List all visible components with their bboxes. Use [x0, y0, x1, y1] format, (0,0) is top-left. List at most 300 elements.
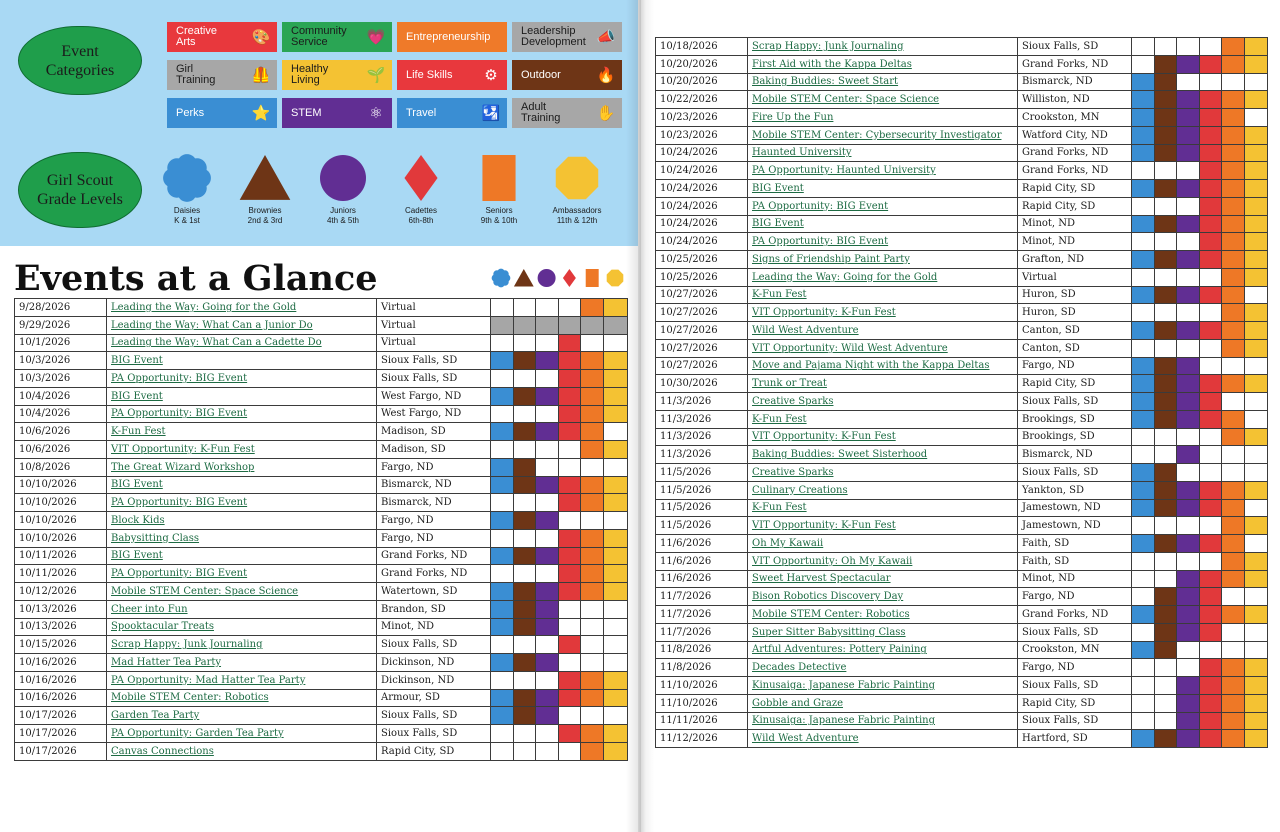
event-link[interactable]: Wild West Adventure — [748, 322, 1018, 340]
grade-swatch — [1177, 499, 1200, 517]
grade-swatch — [1200, 535, 1222, 553]
event-link[interactable]: Decades Detective — [748, 659, 1018, 677]
event-link[interactable]: PA Opportunity: BIG Event — [748, 197, 1018, 215]
event-location: Dickinson, ND — [377, 671, 491, 689]
event-link[interactable]: VIT Opportunity: Wild West Adventure — [748, 339, 1018, 357]
table-row — [656, 251, 1268, 269]
grade-swatch — [581, 458, 604, 476]
grade-range: 2nd & 3rd — [247, 216, 283, 225]
event-location: Bismarck, ND — [377, 476, 491, 494]
event-date: 10/4/2026 — [15, 405, 107, 423]
grade-swatch — [1132, 126, 1155, 144]
grade-swatch — [514, 742, 536, 760]
event-link[interactable]: Sweet Harvest Spectacular — [748, 570, 1018, 588]
grade-swatch — [1132, 38, 1155, 56]
event-link[interactable]: Garden Tea Party — [107, 707, 377, 725]
grade-swatch — [1132, 162, 1155, 180]
event-date: 10/8/2026 — [15, 458, 107, 476]
grade-swatch — [1245, 268, 1268, 286]
grade-swatch — [1155, 552, 1177, 570]
grade-swatch — [604, 600, 628, 618]
event-location: Brandon, SD — [377, 600, 491, 618]
event-link[interactable]: Babysitting Class — [107, 529, 377, 547]
grade-swatch — [1222, 55, 1245, 73]
grade-swatch — [1132, 268, 1155, 286]
table-row — [15, 441, 628, 459]
grade-swatch — [514, 299, 536, 317]
grade-swatch — [1245, 339, 1268, 357]
event-link[interactable]: Artful Adventures: Pottery Paining — [748, 641, 1018, 659]
grade-swatch — [1200, 694, 1222, 712]
grade-diamond-icon — [391, 151, 451, 205]
grade-swatch — [491, 689, 514, 707]
event-date: 11/5/2026 — [656, 517, 748, 535]
event-link[interactable]: Signs of Friendship Paint Party — [748, 251, 1018, 269]
grade-swatch — [559, 316, 581, 334]
event-link[interactable]: Block Kids — [107, 512, 377, 530]
grade-swatch — [1177, 588, 1200, 606]
event-link[interactable]: K-Fun Fest — [748, 499, 1018, 517]
event-link[interactable]: Canvas Connections — [107, 742, 377, 760]
grade-swatch — [559, 423, 581, 441]
table-row — [15, 512, 628, 530]
grade-swatch — [1155, 55, 1177, 73]
event-location: Madison, SD — [377, 423, 491, 441]
event-link[interactable]: Cheer into Fun — [107, 600, 377, 618]
grade-swatch — [1200, 481, 1222, 499]
event-link[interactable]: Leading the Way: Going for the Gold — [107, 299, 377, 317]
event-date: 10/3/2026 — [15, 352, 107, 370]
grade-swatch — [1155, 517, 1177, 535]
event-date: 9/29/2026 — [15, 316, 107, 334]
grade-swatch — [1200, 144, 1222, 162]
grade-swatch — [514, 725, 536, 743]
grade-swatch — [1132, 481, 1155, 499]
grade-swatch — [1177, 126, 1200, 144]
event-date: 10/30/2026 — [656, 375, 748, 393]
grade-swatch — [1155, 641, 1177, 659]
table-row — [656, 38, 1268, 56]
grade-swatch — [1155, 464, 1177, 482]
grade-swatch — [1177, 286, 1200, 304]
grade-swatch — [559, 387, 581, 405]
event-link[interactable]: Wild West Adventure — [748, 730, 1018, 748]
raised-hand-icon: ✋ — [596, 103, 616, 122]
grade-swatch — [1245, 144, 1268, 162]
event-link[interactable]: Kinusaiga: Japanese Fabric Painting — [748, 712, 1018, 730]
grade-swatch — [1200, 126, 1222, 144]
table-row — [656, 126, 1268, 144]
event-link[interactable]: PA Opportunity: Haunted University — [748, 162, 1018, 180]
grade-swatch — [604, 316, 628, 334]
grade-swatch — [559, 405, 581, 423]
event-location: Virtual — [377, 299, 491, 317]
event-date: 10/11/2026 — [15, 547, 107, 565]
event-date: 10/27/2026 — [656, 357, 748, 375]
grade-swatch — [604, 636, 628, 654]
grade-swatch — [581, 512, 604, 530]
event-link[interactable]: Mobile STEM Center: Robotics — [107, 689, 377, 707]
table-row — [15, 299, 628, 317]
grade-swatch — [1245, 606, 1268, 624]
event-link[interactable]: Trunk or Treat — [748, 375, 1018, 393]
event-link[interactable]: Leading the Way: Going for the Gold — [748, 268, 1018, 286]
grade-swatch — [1132, 180, 1155, 198]
grade-swatch — [1132, 55, 1155, 73]
event-location: Watford City, ND — [1018, 126, 1132, 144]
table-row — [656, 517, 1268, 535]
table-row — [15, 725, 628, 743]
grade-swatch — [1200, 410, 1222, 428]
event-link[interactable]: Creative Sparks — [748, 464, 1018, 482]
table-row — [15, 387, 628, 405]
grade-swatch — [536, 583, 559, 601]
vest-icon: 🦺 — [251, 65, 271, 84]
table-row — [656, 55, 1268, 73]
grade-swatch — [1245, 322, 1268, 340]
grade-swatch — [1177, 251, 1200, 269]
event-date: 10/27/2026 — [656, 304, 748, 322]
grade-swatch — [1222, 694, 1245, 712]
grade-swatch — [536, 547, 559, 565]
left-page — [0, 0, 638, 832]
grade-swatch — [559, 671, 581, 689]
grade-swatch — [1222, 428, 1245, 446]
grade-swatch — [1222, 38, 1245, 56]
grade-swatch — [491, 476, 514, 494]
event-date: 9/28/2026 — [15, 299, 107, 317]
grade-swatch — [1245, 641, 1268, 659]
event-link[interactable]: Haunted University — [748, 144, 1018, 162]
grade-swatch — [1200, 606, 1222, 624]
grade-swatch — [1155, 730, 1177, 748]
grade-swatch — [1245, 215, 1268, 233]
event-link[interactable]: BIG Event — [107, 387, 377, 405]
grade-swatch — [514, 618, 536, 636]
event-link[interactable]: BIG Event — [107, 352, 377, 370]
grade-range: 9th & 10th — [480, 216, 518, 225]
event-date: 11/6/2026 — [656, 570, 748, 588]
event-link[interactable]: BIG Event — [107, 476, 377, 494]
grade-swatch — [1245, 481, 1268, 499]
table-row — [15, 707, 628, 725]
table-row — [15, 316, 628, 334]
grade-swatch — [1222, 641, 1245, 659]
legend-rectangle-icon — [586, 269, 599, 287]
table-row — [15, 565, 628, 583]
grade-swatch — [1245, 464, 1268, 482]
page-title: Events at a Glance — [14, 258, 378, 299]
category-9 — [282, 98, 392, 128]
grade-swatch — [581, 618, 604, 636]
grade-swatch — [1177, 659, 1200, 677]
grade-swatch — [1222, 322, 1245, 340]
event-link[interactable]: VIT Opportunity: K-Fun Fest — [748, 304, 1018, 322]
grade-swatch — [1177, 428, 1200, 446]
grade-range: K & 1st — [174, 216, 200, 225]
event-link[interactable]: Mobile STEM Center: Space Science — [107, 583, 377, 601]
grade-swatch — [1200, 268, 1222, 286]
grade-swatch — [1132, 694, 1155, 712]
legend-diamond-icon — [563, 269, 576, 287]
event-link[interactable]: Mobile STEM Center: Cybersecurity Investigator — [748, 126, 1018, 144]
event-link[interactable]: Scrap Happy: Junk Journaling — [748, 38, 1018, 56]
table-row — [656, 730, 1268, 748]
grade-swatch — [514, 565, 536, 583]
event-location: Jamestown, ND — [1018, 517, 1132, 535]
event-link[interactable]: Spooktacular Treats — [107, 618, 377, 636]
table-row — [15, 583, 628, 601]
grade-swatch — [1200, 552, 1222, 570]
category-3 — [512, 22, 622, 52]
grade-swatch — [1222, 712, 1245, 730]
table-row — [656, 464, 1268, 482]
event-link[interactable]: The Great Wizard Workshop — [107, 458, 377, 476]
grade-swatch — [536, 405, 559, 423]
grade-swatch — [1222, 251, 1245, 269]
category-label: Leadership Development — [521, 25, 586, 48]
event-location: Jamestown, ND — [1018, 499, 1132, 517]
grade-swatch — [1245, 304, 1268, 322]
event-link[interactable]: VIT Opportunity: K-Fun Fest — [748, 517, 1018, 535]
grade-swatch — [1132, 712, 1155, 730]
event-date: 10/20/2026 — [656, 73, 748, 91]
event-link[interactable]: Kinusaiga: Japanese Fabric Painting — [748, 677, 1018, 695]
event-date: 10/6/2026 — [15, 441, 107, 459]
legend-octagon-icon — [607, 270, 624, 287]
event-link[interactable]: VIT Opportunity: Oh My Kawaii — [748, 552, 1018, 570]
event-link[interactable]: Move and Pajama Night with the Kappa Deltas — [748, 357, 1018, 375]
grade-swatch — [1155, 144, 1177, 162]
event-location: Sioux Falls, SD — [1018, 623, 1132, 641]
grade-swatch — [1155, 535, 1177, 553]
grade-swatch — [1245, 393, 1268, 411]
grade-swatch — [1132, 641, 1155, 659]
event-location: Crookston, MN — [1018, 641, 1132, 659]
grade-swatch — [604, 689, 628, 707]
event-link[interactable]: Fire Up the Fun — [748, 109, 1018, 127]
category-11 — [512, 98, 622, 128]
event-link[interactable]: VIT Opportunity: K-Fun Fest — [748, 428, 1018, 446]
grade-swatch — [1222, 464, 1245, 482]
grade-swatch — [514, 583, 536, 601]
grade-swatch — [1177, 481, 1200, 499]
grade-swatch — [1222, 393, 1245, 411]
event-location: Sioux Falls, SD — [1018, 677, 1132, 695]
grade-swatch — [536, 423, 559, 441]
table-row — [15, 476, 628, 494]
table-row — [656, 357, 1268, 375]
event-link[interactable]: First Aid with the Kappa Deltas — [748, 55, 1018, 73]
event-location: Yankton, SD — [1018, 481, 1132, 499]
grade-swatch — [514, 689, 536, 707]
grade-swatch — [491, 458, 514, 476]
event-date: 10/13/2026 — [15, 600, 107, 618]
table-row — [656, 304, 1268, 322]
event-location: Armour, SD — [377, 689, 491, 707]
grade-swatch — [604, 423, 628, 441]
grade-swatch — [536, 299, 559, 317]
grade-swatch — [1132, 499, 1155, 517]
event-link[interactable]: PA Opportunity: Mad Hatter Tea Party — [107, 671, 377, 689]
event-date: 11/3/2026 — [656, 410, 748, 428]
event-link[interactable]: Gobble and Graze — [748, 694, 1018, 712]
grade-swatch — [1222, 268, 1245, 286]
legend-panel — [0, 0, 638, 246]
event-date: 11/3/2026 — [656, 393, 748, 411]
grade-swatch — [1200, 677, 1222, 695]
grade-name: Daisies — [173, 206, 201, 215]
event-location: Fargo, ND — [377, 512, 491, 530]
grade-swatch — [581, 636, 604, 654]
event-link[interactable]: Scrap Happy: Junk Journaling — [107, 636, 377, 654]
grade-swatch — [1132, 91, 1155, 109]
grade-swatch — [559, 583, 581, 601]
event-date: 10/16/2026 — [15, 654, 107, 672]
grade-swatch — [1177, 623, 1200, 641]
grade-swatch — [1245, 251, 1268, 269]
grade-swatch — [604, 299, 628, 317]
event-date: 10/12/2026 — [15, 583, 107, 601]
event-date: 11/12/2026 — [656, 730, 748, 748]
grade-swatch — [1245, 162, 1268, 180]
grade-swatch — [1222, 126, 1245, 144]
event-link[interactable]: PA Opportunity: BIG Event — [107, 565, 377, 583]
table-row — [656, 712, 1268, 730]
event-date: 10/10/2026 — [15, 529, 107, 547]
grade-swatch — [536, 458, 559, 476]
event-date: 10/16/2026 — [15, 671, 107, 689]
event-link[interactable]: Baking Buddies: Sweet Sisterhood — [748, 446, 1018, 464]
event-link[interactable]: Leading the Way: What Can a Cadette Do — [107, 334, 377, 352]
event-link[interactable]: BIG Event — [748, 180, 1018, 198]
grade-swatch — [581, 583, 604, 601]
grade-swatch — [1200, 322, 1222, 340]
grade-swatch — [514, 334, 536, 352]
event-link[interactable]: PA Opportunity: BIG Event — [107, 370, 377, 388]
grade-swatch — [491, 742, 514, 760]
event-link[interactable]: Bison Robotics Discovery Day — [748, 588, 1018, 606]
event-location: Rapid City, SD — [377, 742, 491, 760]
grade-swatch — [604, 547, 628, 565]
event-link[interactable]: Mobile STEM Center: Robotics — [748, 606, 1018, 624]
grade-swatch — [559, 441, 581, 459]
grade-levels-badge: Girl Scout Grade Levels — [18, 152, 142, 228]
grade-swatch — [559, 618, 581, 636]
grade-swatch — [1245, 517, 1268, 535]
event-location: Williston, ND — [1018, 91, 1132, 109]
event-link[interactable]: K-Fun Fest — [748, 410, 1018, 428]
event-location: Fargo, ND — [377, 458, 491, 476]
category-label: Adult Training — [521, 101, 561, 124]
grade-swatch — [1222, 410, 1245, 428]
event-link[interactable]: Mobile STEM Center: Space Science — [748, 91, 1018, 109]
grade-swatch — [1222, 659, 1245, 677]
event-location: Watertown, SD — [377, 583, 491, 601]
grade-swatch — [559, 334, 581, 352]
atom-icon: ⚛ — [369, 103, 383, 122]
grade-swatch — [581, 423, 604, 441]
table-row — [656, 197, 1268, 215]
event-link[interactable]: Baking Buddies: Sweet Start — [748, 73, 1018, 91]
event-date: 10/24/2026 — [656, 180, 748, 198]
grade-swatch — [1155, 339, 1177, 357]
grade-swatch — [604, 618, 628, 636]
event-link[interactable]: BIG Event — [107, 547, 377, 565]
grade-swatch — [1177, 446, 1200, 464]
event-link[interactable]: PA Opportunity: BIG Event — [748, 233, 1018, 251]
event-link[interactable]: PA Opportunity: Garden Tea Party — [107, 725, 377, 743]
grade-swatch — [1155, 38, 1177, 56]
event-link[interactable]: Creative Sparks — [748, 393, 1018, 411]
grade-swatch — [1132, 215, 1155, 233]
event-link[interactable]: K-Fun Fest — [748, 286, 1018, 304]
event-date: 10/18/2026 — [656, 38, 748, 56]
event-location: Sioux Falls, SD — [377, 707, 491, 725]
table-row — [15, 529, 628, 547]
grade-swatch — [1155, 126, 1177, 144]
grade-swatch — [1245, 375, 1268, 393]
grade-swatch — [1222, 606, 1245, 624]
grade-swatch — [559, 742, 581, 760]
event-location: Minot, ND — [377, 618, 491, 636]
event-link[interactable]: Super Sitter Babysitting Class — [748, 623, 1018, 641]
event-link[interactable]: Leading the Way: What Can a Junior Do — [107, 316, 377, 334]
event-link[interactable]: Oh My Kawaii — [748, 535, 1018, 553]
grade-swatch — [1177, 38, 1200, 56]
category-2 — [397, 22, 507, 52]
event-link[interactable]: PA Opportunity: BIG Event — [107, 494, 377, 512]
megaphone-icon: 📣 — [596, 27, 616, 46]
grade-swatch — [1245, 180, 1268, 198]
grade-swatch — [536, 352, 559, 370]
grade-swatch — [1200, 55, 1222, 73]
grade-swatch — [1132, 428, 1155, 446]
grade-swatch — [1177, 55, 1200, 73]
grade-swatch — [1155, 197, 1177, 215]
event-date: 10/13/2026 — [15, 618, 107, 636]
event-date: 10/24/2026 — [656, 215, 748, 233]
event-categories-badge: Event Categories — [18, 26, 142, 95]
grade-swatch — [1245, 233, 1268, 251]
table-row — [656, 606, 1268, 624]
grade-swatch — [1132, 659, 1155, 677]
event-date: 11/3/2026 — [656, 428, 748, 446]
grade-swatch — [536, 742, 559, 760]
grade-swatch — [1222, 499, 1245, 517]
table-row — [15, 547, 628, 565]
table-row — [656, 215, 1268, 233]
grade-label — [142, 206, 232, 226]
grade-triangle-icon — [235, 151, 295, 205]
table-row — [656, 268, 1268, 286]
event-link[interactable]: Mad Hatter Tea Party — [107, 654, 377, 672]
event-date: 10/24/2026 — [656, 197, 748, 215]
event-date: 10/16/2026 — [15, 689, 107, 707]
event-link[interactable]: PA Opportunity: BIG Event — [107, 405, 377, 423]
event-date: 10/3/2026 — [15, 370, 107, 388]
event-link[interactable]: Culinary Creations — [748, 481, 1018, 499]
event-link[interactable]: K-Fun Fest — [107, 423, 377, 441]
grade-swatch — [1200, 446, 1222, 464]
event-location: Bismarck, ND — [1018, 446, 1132, 464]
grade-swatch — [514, 512, 536, 530]
event-link[interactable]: VIT Opportunity: K-Fun Fest — [107, 441, 377, 459]
event-date: 11/5/2026 — [656, 464, 748, 482]
grade-swatch — [1155, 286, 1177, 304]
grade-swatch — [514, 654, 536, 672]
event-link[interactable]: BIG Event — [748, 215, 1018, 233]
